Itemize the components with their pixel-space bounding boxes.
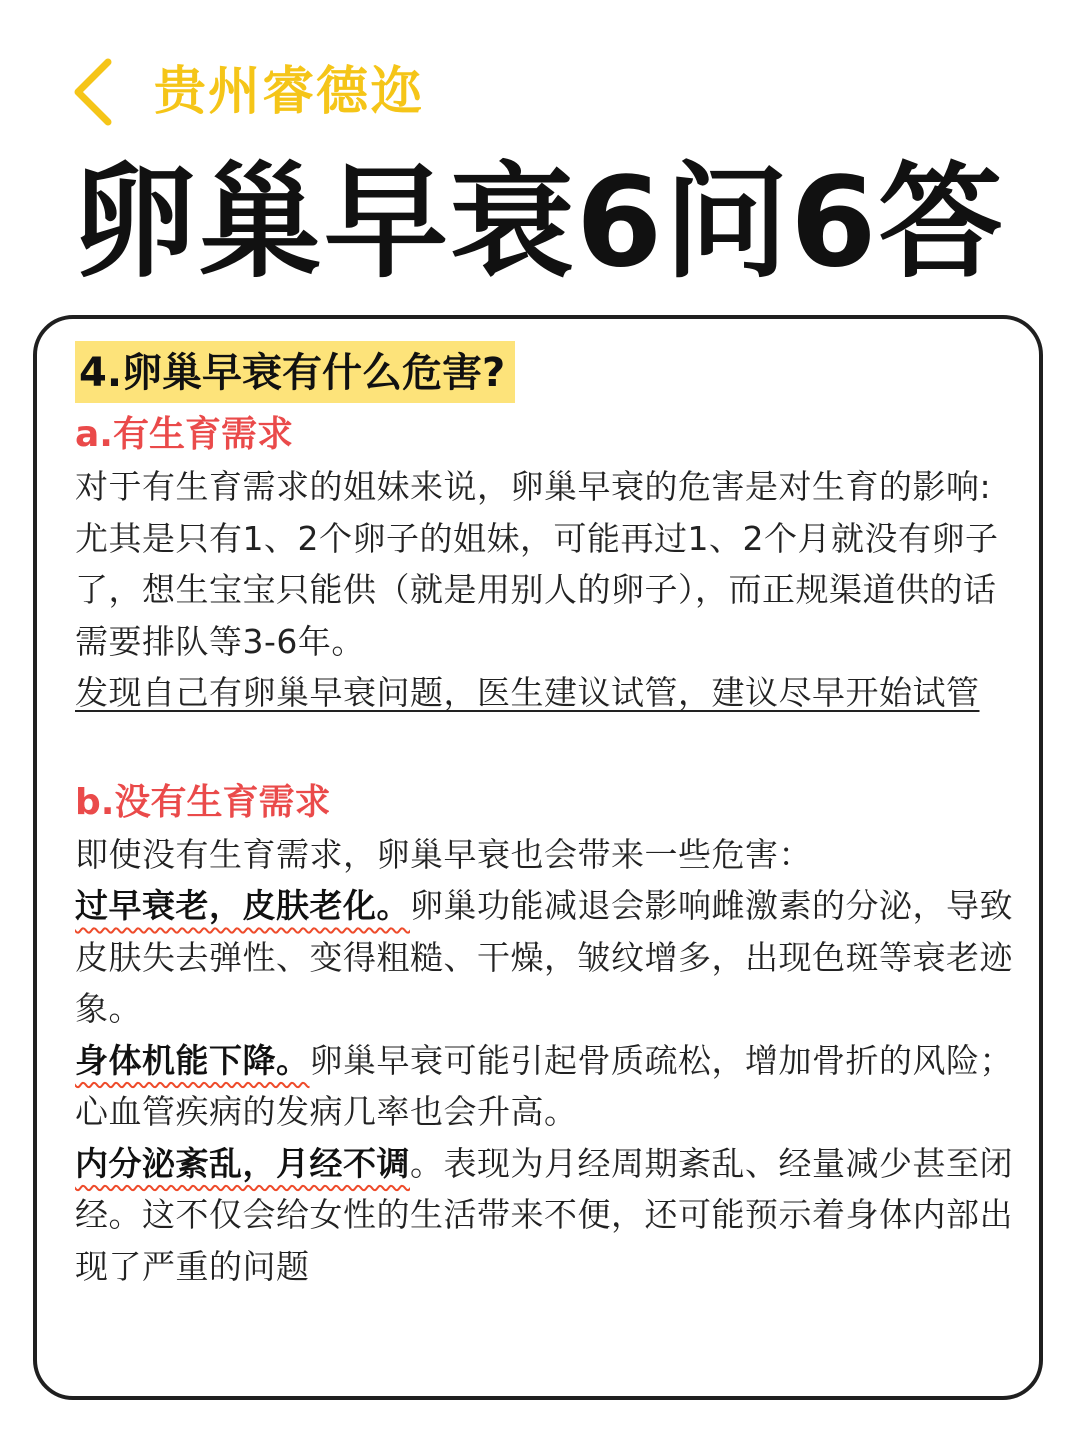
section-a-recommendation: 发现自己有卵巢早衰问题，医生建议试管，建议尽早开始试管	[75, 673, 980, 712]
question-heading: 4.卵巢早衰有什么危害?	[75, 341, 515, 403]
page-title: 卵巢早衰6问6答	[72, 151, 1005, 295]
harm-item-key: 身体机能下降。	[75, 1040, 310, 1080]
back-button[interactable]	[70, 52, 130, 132]
harm-item-endocrine	[75, 1138, 1015, 1293]
harm-item-aging	[75, 880, 1015, 1035]
section-a-paragraph-2: 尤其是只有1、2个卵子的姐妹，可能再过1、2个月就没有卵子了，想生宝宝只能供（就是用别人的卵子），而正规渠道供的话需要排队等3-6年。	[75, 518, 999, 661]
harm-item-text: 卵巢早衰可能引起骨质疏松，增加骨折的风险；心血管疾病的发病几率也会升高。	[75, 1040, 1013, 1131]
section-a-paragraph-1: 对于有生育需求的姐妹来说，卵巢早衰的危害是对生育的影响:	[75, 467, 992, 506]
harm-item-body-function	[75, 1035, 1015, 1138]
harm-item-key: 过早衰老，皮肤老化。	[75, 886, 410, 925]
section-a-heading: a.有生育需求	[75, 414, 293, 455]
section-b-heading: b.没有生育需求	[75, 781, 331, 823]
harm-item-text: 卵巢功能减退会影响雌激素的分泌，导致皮肤失去弹性、变得粗糙、干燥，皱纹增多，出现色斑等衰老迹象。	[75, 886, 1013, 1028]
section-b-intro: 即使没有生育需求，卵巢早衰也会带来一些危害：	[75, 834, 812, 874]
card-content	[75, 341, 1015, 1292]
harm-item-key: 内分泌紊乱，月经不调	[75, 1143, 410, 1183]
brand-name: 贵州睿德迩	[154, 62, 425, 122]
harm-item-text: 。表现为月经周期紊乱、经量减少甚至闭经。这不仅会给女性的生活带来不便，还可能预示着身体内部出现了严重的问题	[75, 1143, 1013, 1286]
chevron-left-icon	[70, 56, 114, 128]
content-card	[33, 315, 1043, 1400]
top-bar	[70, 52, 424, 132]
section-spacer	[75, 719, 1015, 771]
